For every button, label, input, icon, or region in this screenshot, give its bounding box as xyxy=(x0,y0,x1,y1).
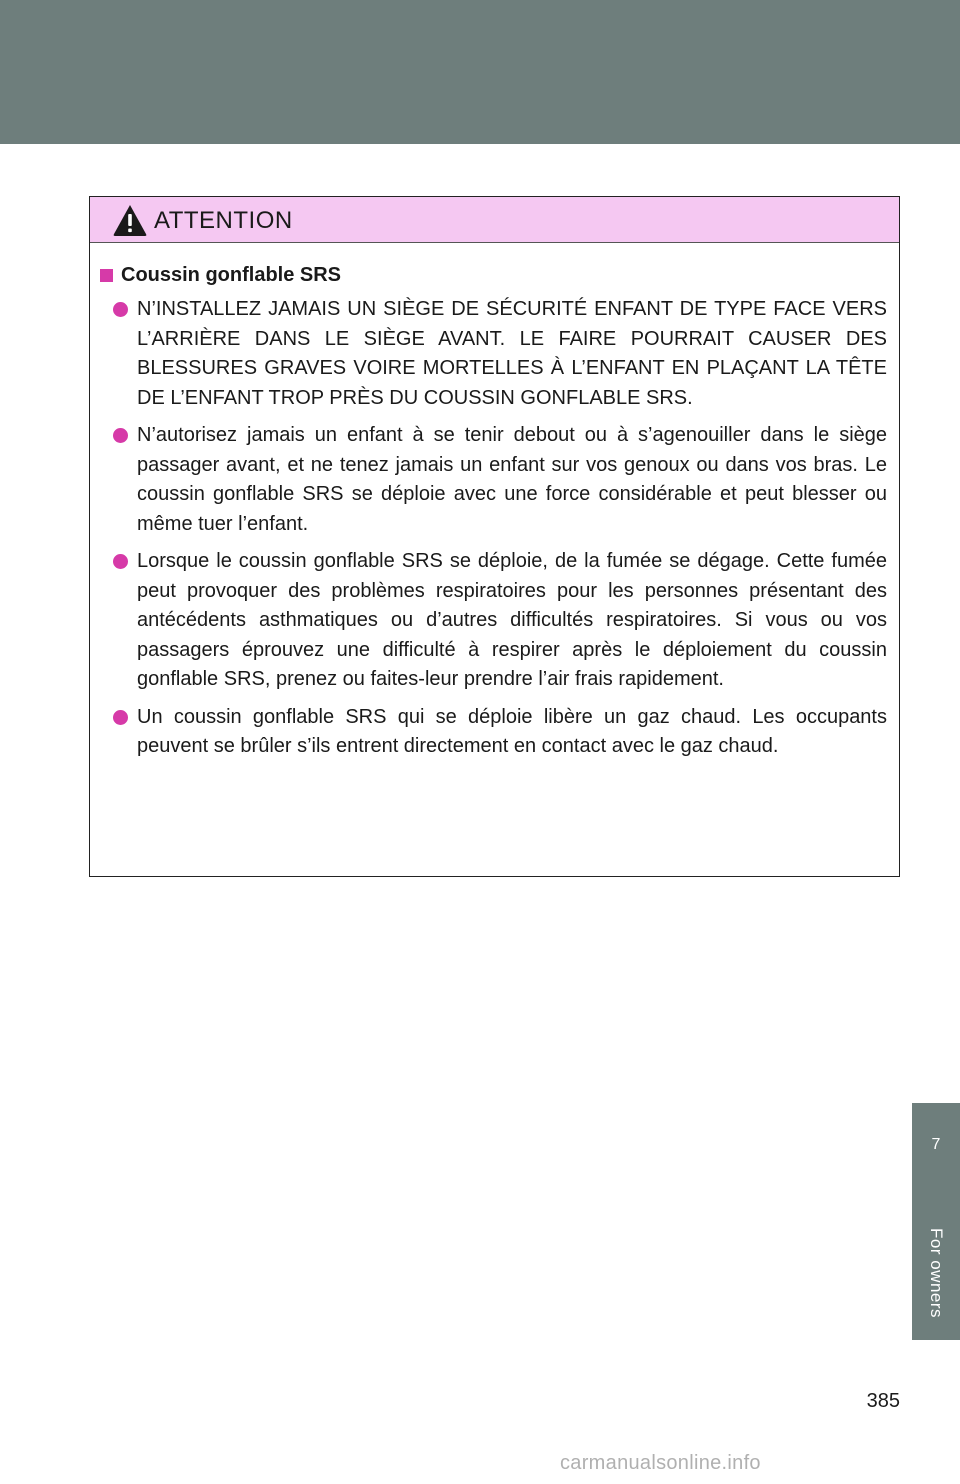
circle-bullet-icon xyxy=(113,302,128,317)
page-number: 385 xyxy=(866,1390,900,1412)
warning-body xyxy=(90,243,899,762)
square-bullet-icon xyxy=(100,269,113,282)
warning-title: ATTENTION xyxy=(154,207,293,234)
warning-item-text: Lorsque le coussin gonflable SRS se déploie, de la fumée se dégage. Cette fumée peut provoquer des problèmes respiratoires pour les personnes présentant des antécédents asthmatiques ou d’autres difficultés respiratoires. Si vous ou vos passagers éprouvez une difficulté à respirer après le déploiement du coussin gonflable SRS, prenez ou faites-leur prendre l’air frais rapidement. xyxy=(137,550,887,690)
warning-item-text: N’autorisez jamais un enfant à se tenir debout ou à s’agenouiller dans le siège passager avant, et ne tenez jamais un enfant sur vos genoux ou dans vos bras. Le coussin gonflable SRS se déploie avec une force considérable et peut blesser ou même tuer l’enfant. xyxy=(137,424,887,535)
chapter-number: 7 xyxy=(931,1136,941,1153)
warning-item xyxy=(100,295,887,413)
section-heading-text: Coussin gonflable SRS xyxy=(121,263,342,286)
warning-triangle-icon xyxy=(112,203,148,237)
warning-item xyxy=(100,547,887,695)
chapter-label: For owners xyxy=(927,1227,946,1319)
watermark: carmanualsonline.info xyxy=(560,1452,761,1474)
warning-item-text: Un coussin gonflable SRS qui se déploie libère un gaz chaud. Les occupants peuvent se brûler s’ils entrent directement en contact avec le gaz chaud. xyxy=(137,705,887,757)
warning-item xyxy=(100,421,887,539)
chapter-side-tab xyxy=(912,1103,960,1340)
warning-item xyxy=(100,703,887,762)
section-heading xyxy=(100,259,887,291)
circle-bullet-icon xyxy=(113,428,128,443)
warning-box xyxy=(89,196,900,877)
circle-bullet-icon xyxy=(113,554,128,569)
warning-item-text: N’INSTALLEZ JAMAIS UN SIÈGE DE SÉCURITÉ ENFANT DE TYPE FACE VERS L’ARRIÈRE DANS LE SIÈGE AVANT. LE FAIRE POURRAIT CAUSER DES BLESSURES GRAVES VOIRE MORTELLES À L’ENFANT EN PLAÇANT LA TÊTE DE L’ENFANT TROP PRÈS DU COUSSIN GONFLABLE SRS. xyxy=(137,298,887,409)
circle-bullet-icon xyxy=(113,710,128,725)
warning-header xyxy=(90,197,899,243)
top-header-band xyxy=(0,0,960,144)
